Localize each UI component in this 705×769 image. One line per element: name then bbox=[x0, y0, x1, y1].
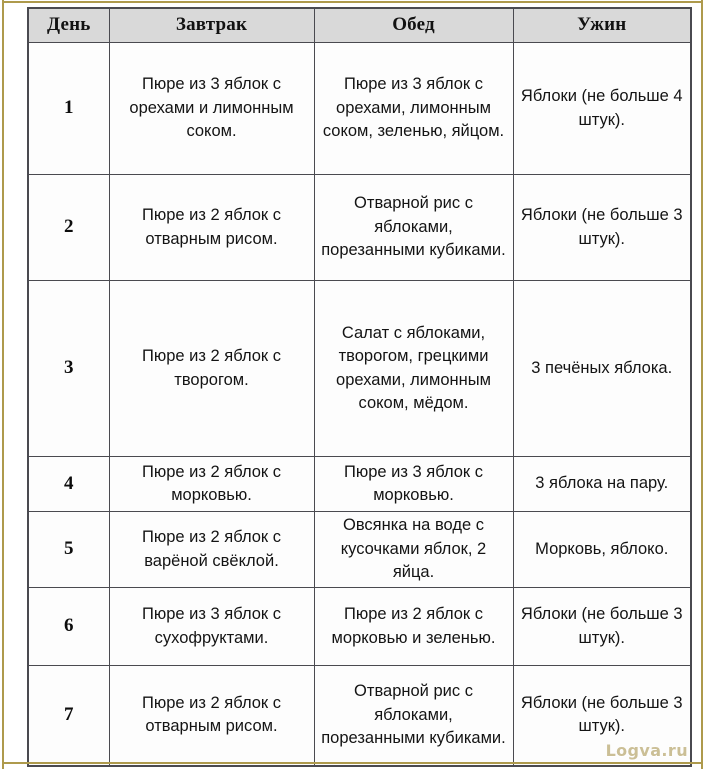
table-body bbox=[28, 43, 691, 766]
cell-breakfast: Пюре из 2 яблок с отварным рисом. bbox=[109, 175, 314, 281]
cell-breakfast: Пюре из 3 яблок с орехами и лимонным соком. bbox=[109, 43, 314, 175]
cell-breakfast: Пюре из 3 яблок с сухофруктами. bbox=[109, 588, 314, 666]
frame-rule-top bbox=[2, 1, 703, 3]
frame-rule-left bbox=[2, 0, 4, 769]
column-header-breakfast: Завтрак bbox=[109, 8, 314, 43]
table-row bbox=[28, 175, 691, 281]
menu-table-container bbox=[27, 7, 690, 767]
cell-day: 4 bbox=[28, 457, 109, 512]
cell-dinner: Яблоки (не больше 3 штук). bbox=[513, 666, 691, 766]
cell-lunch: Салат с яблоками, творогом, грецкими орехами, лимонным соком, мёдом. bbox=[314, 281, 513, 457]
table-row bbox=[28, 457, 691, 512]
table-row bbox=[28, 512, 691, 588]
cell-lunch: Отварной рис с яблоками, порезанными кубиками. bbox=[314, 666, 513, 766]
cell-breakfast: Пюре из 2 яблок с морковью. bbox=[109, 457, 314, 512]
table-header-row bbox=[28, 8, 691, 43]
cell-dinner: 3 яблока на пару. bbox=[513, 457, 691, 512]
column-header-dinner: Ужин bbox=[513, 8, 691, 43]
cell-dinner: Морковь, яблоко. bbox=[513, 512, 691, 588]
cell-dinner: Яблоки (не больше 3 штук). bbox=[513, 588, 691, 666]
cell-lunch: Пюре из 2 яблок с морковью и зеленью. bbox=[314, 588, 513, 666]
table-row bbox=[28, 43, 691, 175]
table-row bbox=[28, 281, 691, 457]
cell-lunch: Пюре из 3 яблок с морковью. bbox=[314, 457, 513, 512]
table-row bbox=[28, 666, 691, 766]
cell-breakfast: Пюре из 2 яблок с отварным рисом. bbox=[109, 666, 314, 766]
apple-diet-menu-table bbox=[27, 7, 692, 767]
cell-day: 3 bbox=[28, 281, 109, 457]
cell-day: 2 bbox=[28, 175, 109, 281]
cell-breakfast: Пюре из 2 яблок с творогом. bbox=[109, 281, 314, 457]
cell-day: 1 bbox=[28, 43, 109, 175]
cell-dinner: Яблоки (не больше 3 штук). bbox=[513, 175, 691, 281]
cell-day: 7 bbox=[28, 666, 109, 766]
column-header-day: День bbox=[28, 8, 109, 43]
cell-lunch: Овсянка на воде с кусочками яблок, 2 яйца. bbox=[314, 512, 513, 588]
cell-lunch: Пюре из 3 яблок с орехами, лимонным соком, зеленью, яйцом. bbox=[314, 43, 513, 175]
cell-breakfast: Пюре из 2 яблок с варёной свёклой. bbox=[109, 512, 314, 588]
table-row bbox=[28, 588, 691, 666]
cell-day: 5 bbox=[28, 512, 109, 588]
cell-day: 6 bbox=[28, 588, 109, 666]
watermark: Logva.ru bbox=[605, 741, 688, 760]
cell-dinner: Яблоки (не больше 4 штук). bbox=[513, 43, 691, 175]
cell-lunch: Отварной рис с яблоками, порезанными кубиками. bbox=[314, 175, 513, 281]
cell-dinner: 3 печёных яблока. bbox=[513, 281, 691, 457]
frame-rule-right bbox=[701, 0, 703, 769]
table-header bbox=[28, 8, 691, 43]
column-header-lunch: Обед bbox=[314, 8, 513, 43]
